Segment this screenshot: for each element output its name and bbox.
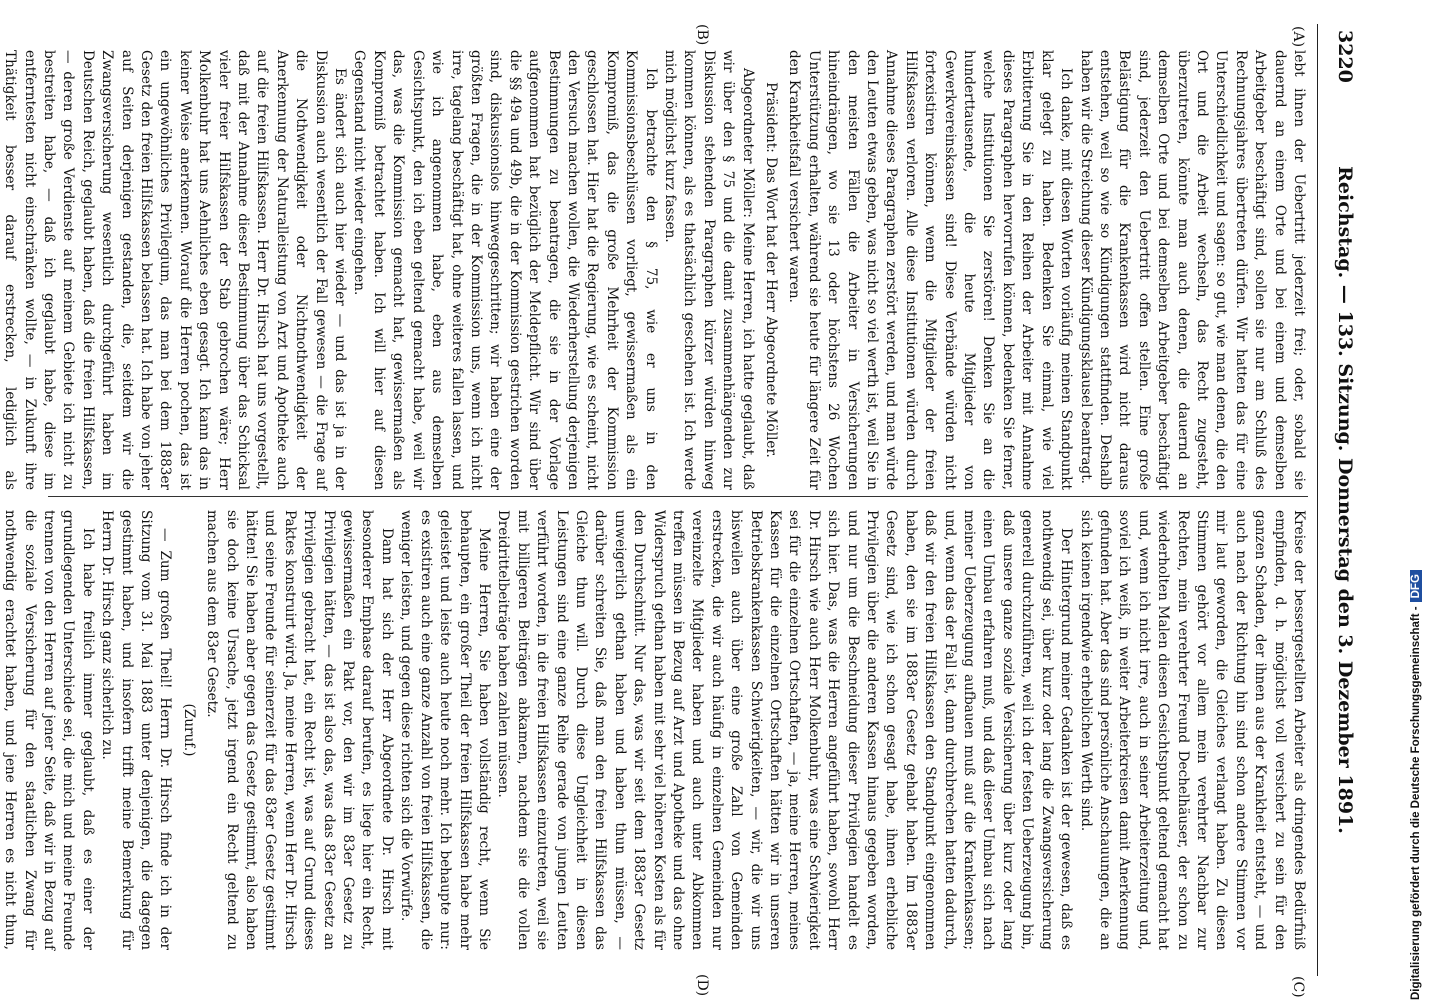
running-head bbox=[1326, 30, 1356, 970]
margin-marker-a: (A) bbox=[1290, 26, 1306, 48]
header-rule bbox=[1317, 24, 1318, 976]
right-column bbox=[2, 510, 1308, 950]
paragraph: Ich habe freilich immer geglaubt, daß es einer der grundlegenden Unterschiede sei, die mich und meine Freunde trennen von den Herren auf jener Seite, daß wir in Bezug auf die soziale Versicherung für den staatlichen Zwang für nothwendig erachtet haben, und jene Herren es nicht thun, bbox=[2, 510, 96, 950]
paragraph: Der Hintergrund meiner Gedanken ist der gewesen, daß es nothwendig sei, über kurz oder lang die Zwangsversicherung generell durchzuführen, weil ich der festen Ueberzeugung bin, daß unsere ganze soziale Versicherung über kurz oder lang einen Umbau erfahren muß, und daß dieser Umbau sich nach meiner Ueberzeugung aufbauen muß auf die Krankenkassen; und, wenn das der Fall ist, dann durchbrechen hatten dadurch, daß wir den freien Hilfskassen den Standpunkt eingenommen haben, den sie im 1883er Gesetz gehabt haben. Im 1883er Gesetz sind, wie ich schon gesagt habe, ihnen erhebliche Privilegien über die anderen Kassen hinaus gegeben worden, und nur um die Beschneidung dieser Privilegien handelt es sich hier. Das, was die Herren angeführt haben, sowohl Herr Dr. Hirsch wie auch Herr Molkenbuhr, was eine Schwierigkeit sei für die einzelnen Ortschaften, — ja, meine Herren, meines Kassen für die einzelnen Ortschaften hätten wir in unseren Betriebskrankenkassen Schwierigkeiten, — wir, die wir uns bisweilen auch über eine große Zahl von Gemeinden erstrecken, die wir auch häufig in einzelnen Gemeinden nur vereinzelte Mitglieder haben und auch unter Abkommen treffen müssen in Bezug auf Arzt und Apotheke und das ohne Widerspruch gethan haben mit sehr viel höheren Kosten als für den Durchschnitt. Nur das, was wir seit dem 1883er Gesetz unweigerlich gethan haben und haben thun müssen, — darüber schreiten Sie, daß man den freien Hilfskassen das Gleiche thun will. Durch diese Ungleichheit in diesen Leistungen sind eine ganze Reihe gerade von jungen Leuten verführt worden, in die freien Hilfskassen einzutreten, weil sie mit billigeren Beiträgen abkamen, nachdem sie die vollen Dreidrittelbeiträge haben zahlen müssen. bbox=[495, 510, 1075, 950]
paragraph: Ich betrachte den § 75, wie er uns in den Kommissionsbeschlüssen vorliegt, gewissermaßen als ein Kompromiß, das die große Mehrheit der Kommission geschlossen hat. Hier hat die Regierung, wie es scheint, nicht den Versuch machen wollen, die Wiederherstellung derjenigen Bestimmungen zu beantragen, die sie in der Vorlage aufgenommen hat bezüglich der Meldepflicht. Wir sind über die §§ 49a und 49b, die in der Kommission gestrichen worden sind, diskussionslos hinweggeschritten; wir haben eine der größten Fragen, die in der Kommission uns, wenn ich nicht irre, tagelang beschäftigt hat, ohne weiteres fallen lassen, und wie ich angenommen habe, eben aus demselben Gesichtspunkt, den ich eben geltend gemacht habe, weil wir das, was die Kommission gemacht hat, gewissermaßen als Kompromiß betrachtet haben. Ich will hier auf diesen Gegenstand nicht wieder eingehen. bbox=[351, 50, 659, 490]
credit-text: Digitalisierung gefördert durch die Deutsche Forschungsgemeinschaft - bbox=[1410, 606, 1422, 1000]
document-page bbox=[2, 0, 1400, 1000]
page-number: 3220 bbox=[1334, 30, 1356, 83]
column-separator bbox=[48, 496, 1308, 497]
dfg-logo: DFG bbox=[1410, 570, 1422, 602]
margin-marker-d: (D) bbox=[694, 974, 710, 997]
paragraph: lebt ihnen der Uebertritt jederzeit frei; oder, sobald sie dauernd an einem Orte und bei einem und demselben Arbeitgeber beschäftigt sind, sollen sie nur am Schluß des Rechnungsjahres übertreten dürfen. Wir hatten das für eine Unterschiedlichkeit und sagen: so gut, wie man denen, die den Ort und die Arbeit wechseln, das Recht zugesteht, überzutreten, könnte man auch denen, die dauernd an demselben Orte und bei demselben Arbeitgeber beschäftigt sind, jederzeit den Uebertritt offen stellen. Eine große Belästigung für die Krankenkassen wird nicht daraus entstehen, weil so wie so Kündigungen stattfinden. Deshalb haben wir die Streichung dieser Kündigungsklausel beantragt. bbox=[1077, 50, 1307, 490]
paragraph: Ich danke, mit diesen Worten vorläufig meinen Standpunkt klar gelegt zu haben. Bedenken Sie einmal, wie viel Erbitterung Sie in den Reihen der Arbeiter mit Annahme dieses Paragraphen hervorrufen können, bedenken Sie ferner, welche Institutionen Sie zerstören! Denken Sie an die hunderttausende, die heute Mitglieder von Gewerkvereinskassen sind! Diese Verbände würden nicht fortexistiren können, wenn die Mitglieder der freien Hilfskassen verloren. Alle diese Institutionen würden durch Annahme dieses Paragraphen zerstört werden, und man würde den Leuten etwas geben, was nicht so viel werth ist, weil Sie in den meisten Fällen die Arbeiter in Versicherungen hineindrängen, wo sie 13 oder höchstens 26 Wochen Unterstützung erhalten, während sie heute für längere Zeit für den Krankheitsfall versichert waren. bbox=[786, 50, 1075, 490]
margin-marker-b: (B) bbox=[694, 24, 710, 46]
paragraph: — Zum großen Theil! Herrn Dr. Hirsch finde ich in der Sitzung vom 31. Mai 1883 unter denjenigen, die dagegen gestimmt haben, und insofern trifft meine Bemerkung für Herrn Dr. Hirsch ganz sicherlich zu. bbox=[99, 510, 174, 950]
left-column bbox=[2, 50, 1308, 490]
paragraph: Meine Herren, Sie haben vollständig recht, wenn Sie behaupten, ein großer Theil der freien Hilfskassen habe mehr geleistet und leiste auch heute noch mehr. Ich behaupte nur: es existiren auch eine ganze Anzahl von freien Hilfskassen, die weniger leisten, und gegen diese richten sich die Vorwürfe. bbox=[398, 510, 492, 950]
margin-marker-c: (C) bbox=[1290, 976, 1306, 998]
interjection: (Zuruf.) bbox=[180, 703, 197, 757]
digitization-credit bbox=[1410, 300, 1422, 1000]
paragraph: Abgeordneter Möller: Meine Herren, ich hatte geglaubt, daß wir über den § 75 und die damit zusammenhängenden zur Diskussion stehenden Paragraphen kürzer würden hinweg kommen können, als es thatsächlich geschehen ist. Ich werde mich möglichst kurz fassen. bbox=[662, 50, 756, 490]
paragraph: Es ändert sich auch hier wieder — und das ist ja in der Diskussion auch wesentlich der Fall gewesen — die Frage auf die Nothwendigkeit oder Nichtnothwendigkeit der Anerkennung der Naturalleistung von Arzt und Apotheke auch auf die freien Hilfskassen. Herr Dr. Hirsch hat uns vorgestellt, daß mit der Annahme dieser Bestimmung über das Schicksal vieler freier Hilfskassen der Stab gebrochen wäre; Herr Molkenbuhr hat uns Aehnliches eben gesagt. Ich kann das in keiner Weise anerkennen. Worauf die Herren pochen, das ist ein ungewöhnliches Privilegium, das man bei dem 1883er Gesetz den freien Hilfskassen belassen hat. Ich habe von jeher auf Seiten derjenigen gestanden, die, seitdem wir die Zwangsversicherung wesentlich durchgeführt haben im Deutschen Reich, geglaubt haben, daß die freien Hilfskassen, — deren große Verdienste auf meinem Gebiete ich nicht zu bestreiten habe, — daß ich geglaubt habe, diese im entferntesten nicht einschränken wollte, — in Zukunft ihre Thätigkeit besser darauf erstrecken, lediglich als bbox=[2, 50, 349, 490]
page-title: Reichstag. — 133. Sitzung. Donnerstag den 3. Dezember 1891. bbox=[1334, 166, 1356, 834]
paragraph: Kreise der bessergestellten Arbeiter als dringendes Bedürfniß empfinden, d. h. möglichst voll versichert zu sein für den ganzen Schaden, der ihnen aus der Krankheit entsteht, — und auch nach der Richtung hin sind schon andere Stimmen vor mir laut geworden, die Gleiches verlangt haben. Zu diesen Stimmen gehört vor allem mein verehrter Nachbar zur Rechten, mein verehrter Freund Dechelhäuser, der schon zu wiederholten Malen diesen Gesichtspunkt geltend gemacht hat und, wenn ich nicht irre, auch in seiner Arbeiterzeitung und, soviel ich weiß, in weiter Arbeiterkreisen damit Anerkennung gefunden hat. Aber das sind persönliche Anschauungen, die an sich keinen irgendwie erheblichen Werth sind. bbox=[1077, 510, 1307, 950]
paragraph: Dann hat sich der Herr Abgeordnete Dr. Hirsch mit besonderer Emphase darauf berufen, es liege hier ein Recht, gewissermaßen ein Pakt vor, den wir im 83er Gesetz zu Privilegien hätten, — das ist also das, was das 83er Gesetz an Privilegien gebracht hat, ein Recht ist, was auf Grund dieses Paktes konstruirt wird. Ja, meine Herren, wenn Herr Dr. Hirsch und seine Freunde für seinerzeit für das 83er Gesetz gestimmt hätten! Sie haben aber gegen das Gesetz gestimmt, also haben sie doch keine Ursache, jetzt irgend ein Recht geltend zu machen aus dem 83er Gesetz. bbox=[204, 510, 395, 950]
speaker-line: Präsident: Das Wort hat der Herr Abgeordnete Möller. bbox=[763, 82, 780, 458]
